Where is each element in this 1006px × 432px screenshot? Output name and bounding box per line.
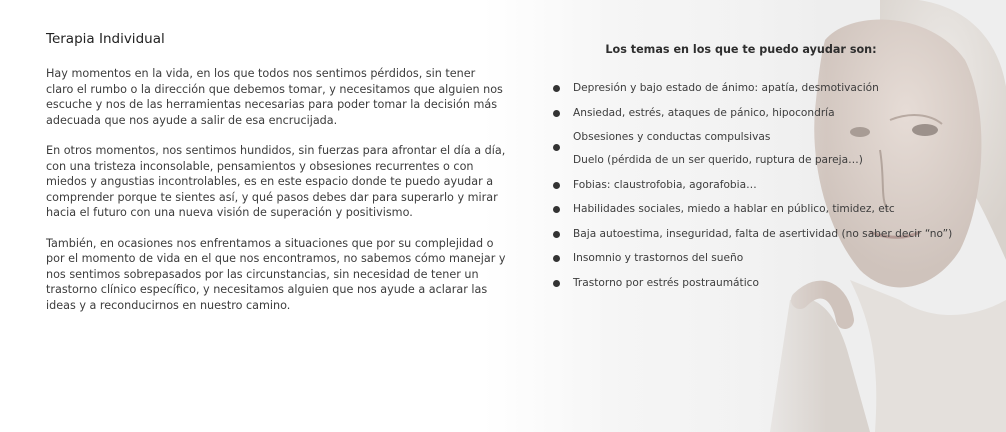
intro-paragraph-2: En otros momentos, nos sentimos hundidos, sin fuerzas para afrontar el día a día, con una tristeza inconsolable, pensamientos y obsesiones recurrentes o con miedos y angustias incontrolables, es en este espacio donde te puedo ayudar a comprender porque te sientes así, y qué pasos debes dar para superarlo y mirar hacia el futuro con una nueva visión de superación y positivismo.: [46, 144, 506, 219]
topics-heading: Los temas en los que te puedo ayudar son:: [605, 43, 877, 56]
topics-section: [553, 43, 973, 300]
topic-item: Trastorno por estrés postraumático: [553, 276, 973, 290]
intro-paragraph-1: Hay momentos en la vida, en los que todos nos sentimos pérdidos, sin tener claro el rumbo o la dirección que debemos tomar, y necesitamos que alguien nos escuche y nos de las herramientas necesarias para poder tomar la decisión más adecuada que nos ayude a salir de esa encrucijada.: [46, 67, 503, 127]
section-title: Terapia Individual: [46, 31, 165, 47]
topics-list: [553, 81, 973, 290]
topic-item: Habilidades sociales, miedo a hablar en público, timidez, etc: [553, 202, 973, 216]
bullet-icon: [553, 206, 560, 213]
topic-item: Insomnio y trastornos del sueño: [553, 251, 973, 265]
topic-item: Fobias: claustrofobia, agorafobia…: [553, 178, 973, 192]
bullet-icon: [553, 280, 560, 287]
topic-item: Ansiedad, estrés, ataques de pánico, hipocondría: [553, 106, 973, 120]
topic-item: Baja autoestima, inseguridad, falta de asertividad (no saber decir “no”): [553, 227, 973, 241]
topic-item: Obsesiones y conductas compulsivas Duelo (pérdida de un ser querido, ruptura de pareja…): [553, 130, 973, 167]
intro-paragraph-3: También, en ocasiones nos enfrentamos a situaciones que por su complejidad o por el momento de vida en el que nos encontramos, no sabemos cómo manejar y nos sentimos sobrepasados por las circunstancias, sin necesidad de tener un trastorno clínico específico, y necesitamos alguien que nos ayude a aclarar las ideas y a reconducirnos en nuestro camino.: [46, 236, 506, 312]
bullet-icon: [553, 231, 560, 238]
bullet-icon: [553, 85, 560, 92]
bullet-icon: [553, 110, 560, 117]
topic-item: Depresión y bajo estado de ánimo: apatía, desmotivación: [553, 81, 973, 95]
bullet-icon: [553, 255, 560, 262]
individual-therapy-section: [46, 31, 506, 328]
bullet-icon: [553, 144, 560, 151]
bullet-icon: [553, 182, 560, 189]
